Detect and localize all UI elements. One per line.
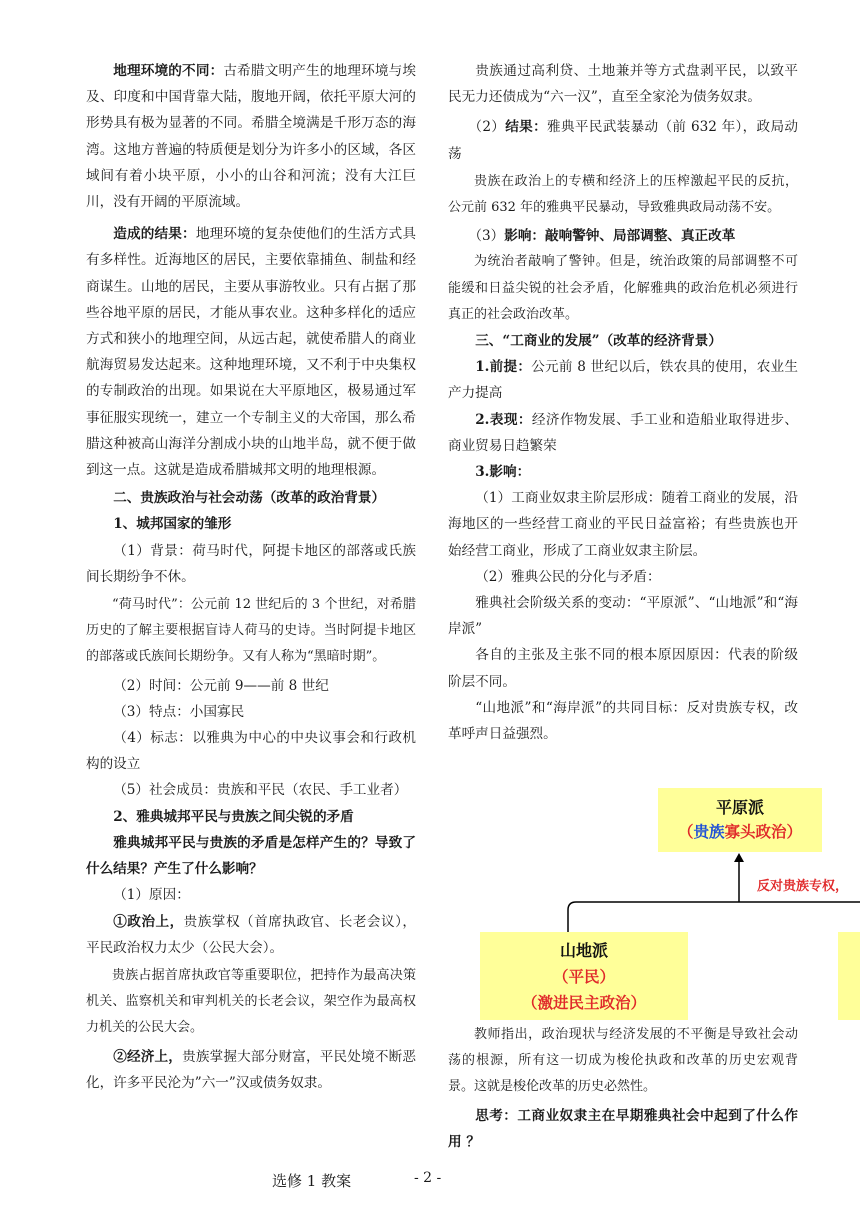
result-paragraph	[86, 221, 416, 483]
left-column	[86, 58, 416, 1096]
econ-impact-2a: 雅典社会阶级关系的变动：“平原派”、“山地派”和“海岸派”	[448, 595, 798, 638]
econ-impact-2b: 各自的主张及主张不同的根本原因原因：代表的阶级阶层不同。	[448, 647, 798, 690]
mountain-faction-policy-wrap: （激进民主政治）	[521, 994, 647, 1012]
item-sign: （4）标志：以雅典为中心的中央议事会和行政机构的设立	[86, 730, 416, 773]
impact-heading: 影响：敲响警钟、局部调整、真正改革	[504, 228, 736, 245]
econ-impact-heading: 3.影响：	[475, 464, 531, 481]
cause-political	[86, 909, 416, 961]
mountain-faction-commoners: 平民	[568, 968, 600, 986]
geo-heading: 地理环境的不同：	[113, 63, 224, 79]
result-note: 贵族在政治上的专横和经济上的压榨激起平民的反抗，公元前 632 年的雅典平民暴动，导致雅典政局动荡不安。	[448, 173, 798, 216]
econ-impact-2: （2）雅典公民的分化与矛盾：	[475, 568, 661, 585]
connector-path	[568, 902, 860, 932]
impact-note: 为统治者敲响了警钟。但是，统治政策的局部调整不可能缓和日益尖锐的社会矛盾，化解雅典的政治危机必须进行真正的社会政治改革。	[448, 254, 798, 322]
right-column	[448, 58, 798, 747]
mountain-faction-subtitle: （平民）	[552, 968, 616, 986]
footer-page-number: - 2 -	[414, 1170, 442, 1186]
geo-text: 古希腊文明产生的地理环境与埃及、印度和中国背靠大陆，腹地开阔，依托平原大河的形势具有极为显著的不同。希腊全境满是千形万态的海湾。这地方普遍的特质便是划分为许多小的区域，各区域间有着小块平原，小小的山谷和河流；没有大江巨川，没有开阔的平原流域。	[86, 63, 417, 211]
plain-faction-name: 平原派	[715, 798, 764, 817]
cause-title: （1）原因：	[113, 887, 190, 904]
econ-manifestation-text: 经济作物发展、手工业和造船业取得进步、商业贸易日趋繁荣	[448, 411, 798, 454]
impact-item	[448, 223, 798, 249]
plain-faction-subtitle: （贵族寡头政治）	[677, 823, 803, 841]
footer-book-title: 选修 1 教案	[272, 1172, 352, 1190]
econ-impact-1: （1）工商业奴隶主阶层形成：随着工商业的发展，沿海地区的一些经营工商业的平民日益富裕；有些贵族也开始经营工商业，形成了工商业奴隶主阶层。	[448, 490, 798, 559]
geo-paragraph	[86, 58, 416, 215]
subsection-2-title: 2、雅典城邦平民与贵族之间尖锐的矛盾	[113, 808, 354, 825]
subsection-1-title: 1、城邦国家的雏形	[113, 516, 232, 533]
cause-economic-heading: ②经济上，	[113, 1048, 183, 1065]
plain-faction-oligarchy: 寡头政治	[724, 823, 787, 841]
think-question	[448, 1103, 798, 1155]
econ-manifestation	[448, 407, 798, 459]
cause-economic-text: 贵族掌握大部分财富，平民处境不断恶化，许多平民沦为”六一”汉或债务奴隶。	[86, 1048, 417, 1091]
impact-number: （3）	[468, 228, 505, 245]
mountain-faction-box	[480, 932, 688, 1020]
econ-premise-heading: 1.前提：	[475, 359, 532, 376]
arrow-head-icon	[734, 853, 744, 862]
think-text: 工商业奴隶主在早期雅典社会中起到了什么作用 ？	[448, 1107, 799, 1150]
cause-political-heading: ①政治上，	[113, 913, 184, 930]
econ-premise-text: 公元前 8 世纪以后，铁农具的使用，农业生产力提高	[448, 359, 798, 402]
item-members: （5）社会成员：贵族和平民（农民、手工业者）	[113, 782, 408, 799]
homer-note: “荷马时代”：公元前 12 世纪后的 3 个世纪，对希腊历史的了解主要根据盲诗人荷马的史诗。当时阿提卡地区的部落或氏族间长期纷争。又有人称为“黑暗时期”。	[86, 597, 416, 665]
item-time: （2）时间：公元前 9——前 8 世纪	[113, 677, 329, 694]
coast-faction-box-partial	[838, 932, 860, 1020]
section-2-title: 二、贵族政治与社会动荡（改革的政治背景）	[113, 490, 386, 507]
result-item	[448, 114, 798, 166]
result-text: 雅典平民武装暴动（前 632 年），政局动荡	[448, 119, 799, 162]
think-heading: 思考：	[475, 1107, 518, 1124]
teacher-note: 教师指出，政治现状与经济发展的不平衡是导致社会动荡的根源，所有这一切成为梭伦执政和改革的历史宏观背景。这就是梭伦改革的历史必然性。	[448, 1027, 798, 1095]
cause-political-text: 贵族掌权（首席执政官、长老会议），平民政治权力太少（公民大会）。	[86, 913, 417, 956]
result-text: 地理环境的复杂使他们的生活方式具有多样性。近海地区的居民，主要依靠捕鱼、制盐和经商谋生。山地的居民，主要从事游牧业。只有占据了那些谷地平原的居民，才能从事农业。这种多样化的适应方式和狭小的地理空间，从远古起，就使希腊人的商业航海贸易发达起来。这种地理环境，又不利于中央集权的专制政治的出现。如果说在大平原地区，极易通过军事征服实现统一，建立一个专制主义的大帝国，那么希腊这种被高山海洋分割成小块的山地半岛，就不便于做到这一点。这就是造成希腊城邦文明的地理根源。	[86, 226, 417, 479]
mountain-faction-policy: 激进民主政治	[537, 994, 631, 1012]
result-heading: 结果：	[505, 119, 548, 136]
faction-diagram	[448, 786, 860, 1026]
question-text: 雅典城邦平民与贵族的矛盾是怎样产生的？导致了什么结果？产生了什么影响？	[86, 834, 416, 878]
mountain-faction-name: 山地派	[559, 941, 608, 960]
plain-faction-noble: 贵族	[693, 823, 725, 841]
cause-political-note: 贵族占据首席执政官等重要职位，把持作为最高决策机关、监察机关和审判机关的长老会议，架空作为最高权力机关的公民大会。	[86, 967, 416, 1036]
section-3-title: 三、“工商业的发展”（改革的经济背景）	[475, 333, 722, 350]
econ-impact-2c: “山地派”和“海岸派”的共同目标：反对贵族专权，改革呼声日益强烈。	[448, 699, 798, 743]
result-heading: 造成的结果：	[113, 226, 196, 243]
item-feature: （3）特点：小国寡民	[113, 703, 245, 720]
debt-note: 贵族通过高利贷、土地兼并等方式盘剥平民，以致平民无力还债成为“六一汉”，直至全家沦为债务奴隶。	[448, 63, 798, 106]
item-background: （1）背景：荷马时代，阿提卡地区的部落或氏族间长期纷争不休。	[86, 542, 416, 585]
econ-premise	[448, 354, 798, 406]
econ-manifestation-heading: 2.表现：	[475, 411, 532, 428]
result-number: （2）	[468, 119, 506, 136]
right-column-bottom	[448, 1022, 798, 1155]
cause-economic	[86, 1044, 416, 1096]
arrow-label: 反对贵族专权，	[757, 879, 849, 894]
